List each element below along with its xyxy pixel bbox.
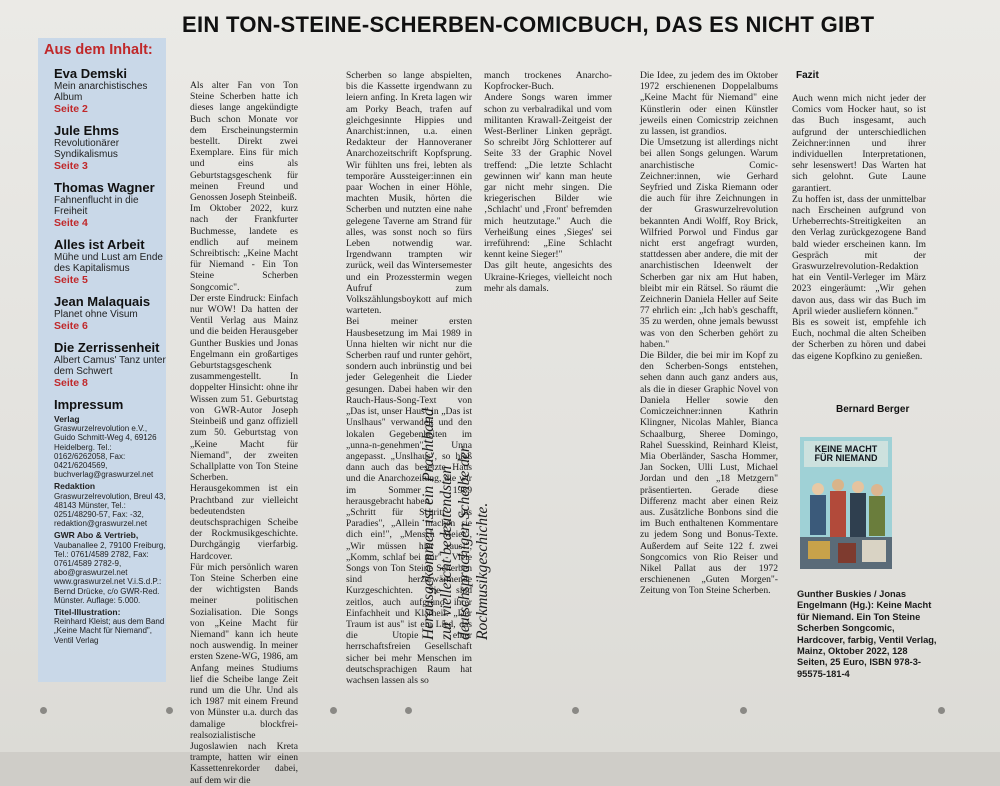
toc-subtitle: Mein anarchistisches Album [54,81,148,103]
impressum-block [38,482,166,528]
paragraph: Das gilt heute, angesichts des Ukraine-Krieges, vielleicht noch mehr als damals. [484,260,612,294]
sidebar-heading: Aus dem Inhalt: [44,42,153,58]
binder-hole [330,707,337,714]
toc-entry[interactable] [38,67,166,115]
contents-sidebar [38,38,166,682]
paragraph: Die Idee, zu jedem des im Oktober 1972 erschienenen Doppelalbums „Keine Macht für Niemand" eine Künstlerin oder einen Künstler jeweils einen Comicstrip zeichnen zu lassen, ist grandios. [640,70,778,138]
author-signature: Bernard Berger [836,404,910,415]
paragraph: Die Umsetzung ist allerdings nicht bei allen Songs gelungen. Warum anarchistische Comic-Zeichner:innen, wie Gerhard Seyfried und Ziska Riemann oder die auch für ihre Zeichnungen in der Graswurzelrevolution bekannten Andi Wolff, Roy Brick, Wilfried Porwol und Findus gar nicht erst angefragt wurden, stattdessen aber andere, die mit der anarchistischen Ideenwelt der Scherben gar nix am Hut haben, bleibt mir ein Rätsel. So räumt die Zeichnerin Daniela Heller auf Seite 77 ehrlich ein: „Ich hab's geschafft, 35 zu werden, ohne jemals bewusst was von den Scherben gehört zu haben." [640,137,778,350]
binder-hole [166,707,173,714]
paragraph: Scherben so lange abspielten, bis die Kassette irgendwann zu leiern anfing. In Kreta lagen wir am Porky Beach, trafen auf gleichgesinnte Hippies und Anarchist:innen, u.a. einen Redakteur der Hannoveraner Anarchozeitschrift Kopfsprung. Wir fühlten uns frei, lebten als temporäre Aussteiger:innen ein paar Wochen in einer Höhle, machten Musik, hörten die Scherben und nutzten eine nahe gelegene Taverne am Strand für alles, was sonst noch so fürs Leben notwendig war. Irgendwann trampten wir zurück, weil das Wintersemester und ein Prozesstermin wegen Aufruf zum Volkszählungsboykott auf mich warteten. [346,70,472,317]
toc-page: Seite 4 [54,217,88,229]
pull-quote: Herausgekommen ist ein Prachtband zur vielleicht bedeutendsten deutschsprachigen Scheibe der Rockmusikgeschichte. [420,408,491,640]
impressum-label: GWR Abo & Vertrieb, [54,530,139,541]
toc-entry[interactable] [38,124,166,172]
paragraph: Im Oktober 2022, kurz nach der Frankfurter Buchmesse, landete es endlich auf meinem Schreibtisch: „Keine Macht für Niemand - Ein Ton Steine Scherben Songcomic". [190,203,298,293]
paragraph: „Schritt für Schritt ins Paradies", „Allein machen sie dich ein!", „Mensch Meier", „Wir müssen hier raus!", „Komm, schlaf bei mir" - Viele Songs von Ton Steine Scherben sind herzerwärmende Kurzgeschichten. Sie sind zeitlos, auch aufgrund ihrer Einfachheit und Klarheit. „Der Traum ist aus" ist ein Lied, das die Utopie einer herrschaftsfreien Gesellschaft sicher bei mehr Menschen im deutschsprachigen Raum hat wachsen lassen als so [346,506,472,686]
paragraph: Für mich persönlich waren Ton Steine Scherben eine der wichtigsten Bands meiner politischen Sozialisation. Die Songs von „Keine Macht für Niemand" kann ich heute noch auswendig. In meiner ersten Szene-WG, 1986, am Anfang meines Studiums lief die Scheibe lange Zeit rund um die Uhr. Und als ich 1987 mit einem Freund von Münster u.a. durch das damalige blockfrei-realsozialistische Jugoslawien nach Kreta trampte, hatten wir einen Kassettenrekorder dabei, auf dem wir die [190,561,298,786]
toc-title: Alles ist Arbeit [54,237,145,252]
impressum-text: Reinhard Kleist; aus dem Band „Keine Macht für Niemand", Ventil Verlag [54,617,165,645]
paragraph: Andere Songs waren immer schon zu verbalradikal und vom militanten Krawall-Zeitgeist der West-Berliner Linken geprägt. So schreibt Jörg Schlotterer auf Seite 33 der Graphic Novel treffend: „Die letzte Schlacht gewinnen wir' kann man heute gar nicht mehr singen. Die kriegerischen Bilder wie ‚Schlacht' und ‚Front' befremden mich heutzutage." Auch die Verheißung eines ‚Sieges' sei irreführend: „Eine Schlacht kennt keine Sieger!" [484,92,612,261]
impressum-title: Impressum [54,397,124,412]
toc-page: Seite 6 [54,320,88,332]
paragraph: Auch wenn mich nicht jeder der Comics vom Hocker haut, so ist das Buch insgesamt, auch aufgrund der unterschiedlichen Zeichner:innen und ihrer individuellen Interpretationen, sehr lesenswert! Das Warten hat sich gelohnt. Gute Laune garantiert. [792,93,926,194]
book-caption: Gunther Buskies / Jonas Engelmann (Hg.): Keine Macht für Niemand. Ein Ton Steine Scherben Songcomic, Hardcover, farbig, Ventil Verlag, Mainz, Oktober 2022, 128 Seiten, 25 Euro, ISBN 978-3-95575-181-4 [797,589,937,679]
toc-page: Seite 2 [54,103,88,115]
impressum-block [38,415,166,479]
toc-entry[interactable] [38,181,166,229]
impressum-block [38,608,166,645]
article-column-5 [792,93,926,413]
paragraph: Zu hoffen ist, dass der unmittelbar nach Erscheinen aufgrund von Urheberrechts-Streitigkeiten an den Verlag zurückgezogene Band bald wieder erscheinen kann. Im Gespräch mit der Graswurzelrevolution-Redaktion hat ein Ventil-Verleger im März 2023 eingeräumt: „Wir gehen davon aus, dass wir das Buch im April wieder ausliefern können." [792,193,926,317]
toc-title: Eva Demski [54,66,127,81]
paragraph: Die Bilder, die bei mir im Kopf zu den Scherben-Songs entstehen, sehen dann auch ganz anders aus, als die in dieser Graphic Novel von Daniela Heller sowie den Comiczeichner:innen Kathrin Klingner, Nicolas Mahler, Bianca Schaalburg, Sheree Domingo, Rahel Suesskind, Reinhard Kleist, Mia Oberländer, Sascha Hommer, Jan Socken, Ulli Lust, Michael Jordan und den „18 Metzgern" präsentierten. Gerade diese Differenz macht aber einen Reiz aus. Zusätzliche Bonbons sind die im Buch enthaltenen Kommentare zu jedem Song und Bonus-Texte. Außerdem auf Seite 122 f. zwei Songcomics von Rio Reiser und Nikel Pallat aus der 1972 erschienenen „Guten Morgen"-Zeitung von Ton Steine Scherben. [640,350,778,597]
toc-page: Seite 3 [54,160,88,172]
toc-subtitle: Mühe und Lust am Ende des Kapitalismus [54,252,163,274]
paragraph: Als alter Fan von Ton Steine Scherben hatte ich dieses lange angekündigte Buch schon Monate vor dem Erscheinungstermin bestellt. Direkt zwei Exemplare. Eins für mich und eins als Geburtstagsgeschenk für meinen Freund und Genossen Joseph Steinbeiß. [190,80,298,204]
toc-subtitle: Albert Camus' Tanz unter dem Schwert [54,355,166,377]
impressum-text: Graswurzelrevolution, Breul 43, 48143 Münster, Tel.: 0251/48290-57, Fax: -32, redaktion@graswurzel.net [54,491,166,529]
cover-title: KEINE MACHT FÜR NIEMAND [814,444,878,463]
article-column-1 [190,80,298,786]
toc-subtitle: Planet ohne Visum [54,309,138,320]
impressum-block [38,531,166,605]
headline: EIN TON-STEINE-SCHERBEN-COMICBUCH, DAS ES NICHT GIBT [182,12,875,37]
toc-entry[interactable] [38,341,166,389]
toc-subtitle: Fahnenflucht in die Freiheit [54,195,139,217]
toc-entry[interactable] [38,295,166,332]
binder-hole [40,707,47,714]
binder-hole [740,707,747,714]
article-column-4 [640,70,778,688]
toc-title: Jule Ehms [54,123,120,138]
impressum-text: Vaubanallee 2, 79100 Freiburg, Tel.: 0761/4589 2782, Fax: 0761/4589 2782-9, abo@graswurzel.net www.graswurzel.net V.i.S.d.P.: Bernd Drücke, c/o GWR-Red. Münster. Auflage: 5.000. [54,540,166,605]
toc-subtitle: Revolutionärer Syndikalismus [54,138,120,160]
toc-entry[interactable] [38,238,166,286]
fazit-heading: Fazit [796,70,819,81]
article-column-3 [484,70,612,294]
toc-page: Seite 5 [54,274,88,286]
binder-hole [938,707,945,714]
binder-hole [572,707,579,714]
book-cover-image [800,437,892,569]
impressum-label: Titel-Illustration: [54,607,121,618]
paragraph: Bei meiner ersten Hausbesetzung im Mai 1989 in Unna hielten wir nicht nur die Scherben rauf und runter gehört, sondern auch inbrünstig und bei jeder Gelegenheit die Lieder gesungen. Dabei haben wir den Rauch-Haus-Song-Text von „Das ist, unser Haus" in „Das ist Unslhaus" verwandelt und den lokalen Gegebenheiten im „unna-n-genehmen" Unna angepasst. „Unslhaus", so hieß dann auch das besetzte Haus und die Anarchozeitung, die wir im Sommer 1989 herausgebracht haben. [346,316,472,507]
toc-title: Thomas Wagner [54,180,155,195]
paragraph: manch trockenes Anarcho-Kopfrocker-Buch. [484,70,612,93]
toc-page: Seite 8 [54,377,88,389]
toc-title: Die Zerrissenheit [54,340,160,355]
paragraph: Herausgekommen ist ein Prachtband zur vielleicht bedeutendsten deutschsprachigen Scheibe der Rockmusikgeschichte. Durchgängig vierfarbig. Hardcover. [190,483,298,562]
toc-title: Jean Malaquais [54,294,151,309]
impressum-text: Graswurzelrevolution e.V., Guido Schmitt-Weg 4, 69126 Heidelberg. Tel.: 0162/6262058, Fax: 0421/6204569, buchverlag@graswurzel.net [54,424,157,480]
impressum-label: Redaktion [54,481,96,492]
impressum-label: Verlag [54,414,80,424]
paragraph: Der erste Eindruck: Einfach nur WOW! Da hatten der Ventil Verlag aus Mainz und die beiden Herausgeber Gunther Buskies und Jonas Engelmann ein großartiges Geburtstagsgeschenk zusammengestellt. In doppelter Hinsicht: ohne ihr Wissen zum 51. Geburtstag von GWR-Autor Joseph Steinbeiß und ganz offiziell zum 50. Geburtstag von „Keine Macht für Niemand", der zweiten Schallplatte von Ton Steine Scherben. [190,292,298,484]
binder-hole [405,707,412,714]
paragraph: Bis es soweit ist, empfehle ich Euch, nochmal die alten Scheiben der Scherben zu hören und dabei das eigene Kopfkino zu genießen. [792,317,926,362]
